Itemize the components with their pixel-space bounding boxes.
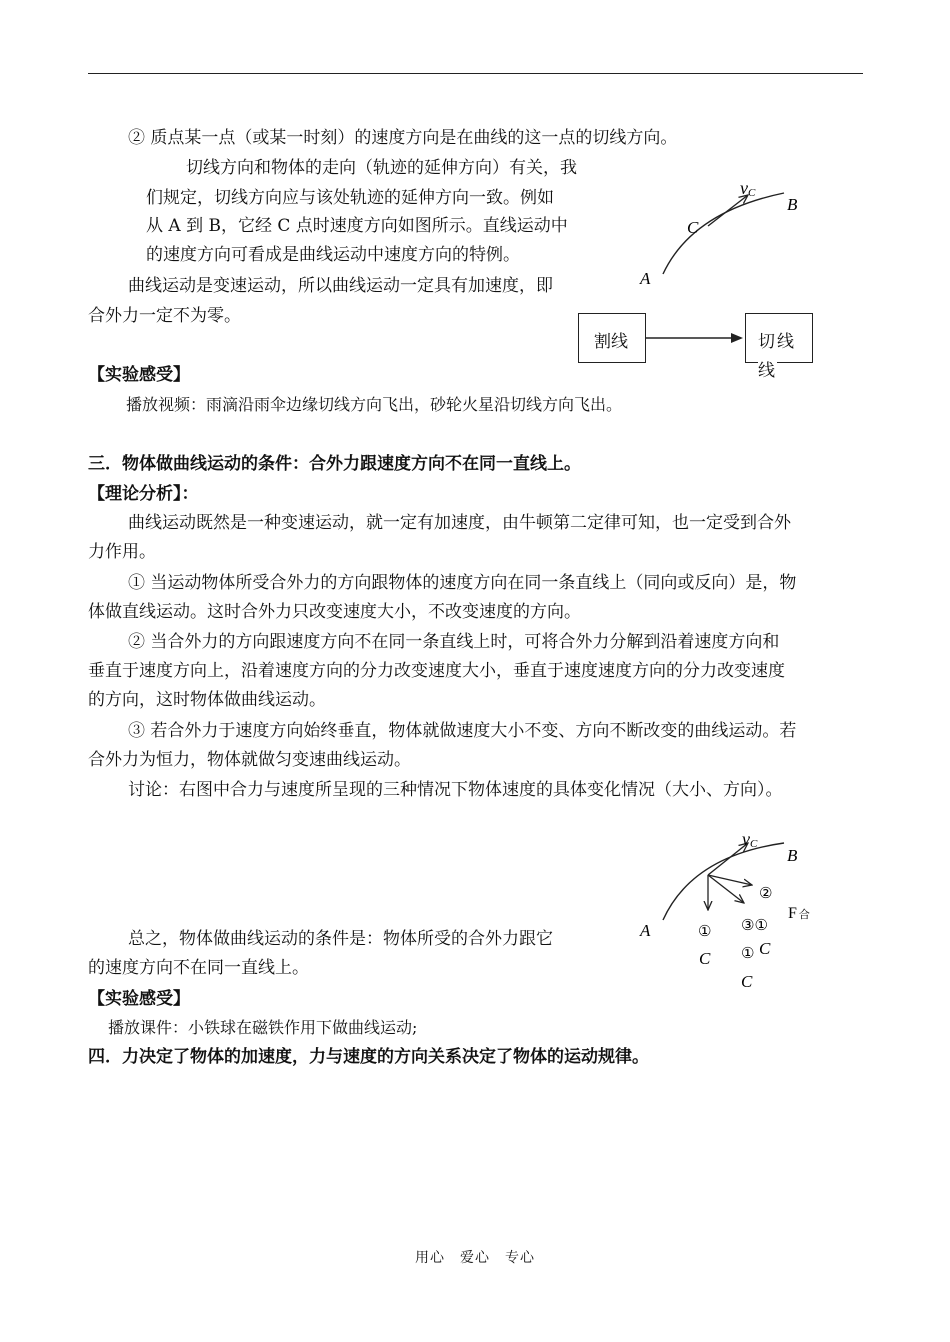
label-b-2: B bbox=[787, 846, 798, 865]
label-c-c: C bbox=[741, 972, 753, 991]
video-text: 播放视频：雨滴沿雨伞边缘切线方向飞出，砂轮火星沿切线方向飞出。 bbox=[126, 395, 623, 414]
velocity-arrow bbox=[708, 195, 748, 226]
section-3-heading: 三．物体做曲线运动的条件：合外力跟速度方向不在同一直线上。 bbox=[88, 454, 581, 474]
label-f-net: F 合 bbox=[788, 905, 810, 922]
tangent-curve-figure bbox=[630, 170, 810, 300]
header-rule bbox=[88, 73, 863, 74]
variable-line-1: 曲线运动是变速运动，所以曲线运动一定具有加速度，即 bbox=[128, 276, 553, 296]
summary-line-2: 的速度方向不在同一直线上。 bbox=[88, 958, 309, 978]
section-4-heading: 四．力决定了物体的加速度，力与速度的方向关系决定了物体的运动规律。 bbox=[88, 1047, 649, 1067]
label-case-1-b: ① bbox=[741, 944, 755, 962]
label-vc: vC bbox=[740, 178, 756, 199]
trajectory-curve-2 bbox=[663, 843, 784, 920]
experiment-heading-2: 【实验感受】 bbox=[88, 989, 190, 1009]
trajectory-curve bbox=[663, 193, 784, 274]
label-case-1-a: ① bbox=[698, 922, 712, 940]
secant-box bbox=[578, 313, 646, 363]
tangent-box bbox=[745, 313, 813, 381]
case-1-line-2: 体做直线运动。这时合外力只改变速度大小，不改变速度的方向。 bbox=[88, 602, 581, 622]
label-c: C bbox=[687, 218, 699, 237]
case-3-line-1: ③ 若合外力于速度方向始终垂直，物体就做速度大小不变、方向不断改变的曲线运动。若 bbox=[128, 721, 797, 741]
label-c-a: C bbox=[759, 939, 771, 958]
tangent-line-2: 们规定，切线方向应与该处轨迹的延伸方向一致。例如 bbox=[146, 188, 554, 208]
label-a-2: A bbox=[640, 921, 651, 940]
intro-line-2: 力作用。 bbox=[88, 542, 156, 562]
case-2-line-2: 垂直于速度方向上，沿着速度方向的分力改变速度大小，垂直于速度速度方向的分力改变速度 bbox=[88, 661, 785, 681]
label-vc-2: vC bbox=[742, 829, 758, 850]
tangent-label-1: 切线 bbox=[758, 332, 796, 352]
label-b: B bbox=[787, 195, 798, 214]
variable-line-2: 合外力一定不为零。 bbox=[88, 306, 241, 326]
case-1-line-1: ① 当运动物体所受合外力的方向跟物体的速度方向在同一条直线上（同向或反向）是，物 bbox=[128, 573, 797, 593]
tangent-label-2: 线 bbox=[758, 356, 777, 381]
case-3-line-2: 合外力为恒力，物体就做匀变速曲线运动。 bbox=[88, 750, 411, 770]
tangent-line-1: 切线方向和物体的走向（轨迹的延伸方向）有关，我 bbox=[186, 158, 577, 178]
force-direction-figure bbox=[630, 828, 830, 998]
point-2-text: ② 质点某一点（或某一时刻）的速度方向是在曲线的这一点的切线方向。 bbox=[128, 128, 678, 148]
tangent-line-3: 从 A 到 B，它经 C 点时速度方向如图所示。直线运动中 bbox=[146, 216, 568, 236]
label-a: A bbox=[640, 269, 651, 288]
case-2-line-1: ② 当合外力的方向跟速度方向不在同一条直线上时，可将合外力分解到沿着速度方向和 bbox=[128, 632, 780, 652]
label-case-3-1: ③① bbox=[741, 916, 768, 934]
tangent-line-4: 的速度方向可看成是曲线运动中速度方向的特例。 bbox=[146, 245, 520, 265]
label-case-2: ② bbox=[759, 884, 773, 902]
discussion-text: 讨论：右图中合力与速度所呈现的三种情况下物体速度的具体变化情况（大小、方向）。 bbox=[128, 780, 783, 800]
case-2-line-3: 的方向，这时物体做曲线运动。 bbox=[88, 690, 326, 710]
secant-label: 割线 bbox=[594, 332, 628, 352]
theory-heading: 【理论分析】： bbox=[88, 484, 199, 504]
secant-to-tangent-arrow bbox=[645, 328, 745, 348]
page-footer: 用心 爱心 专心 bbox=[415, 1250, 535, 1266]
summary-line-1: 总之，物体做曲线运动的条件是：物体所受的合外力跟它 bbox=[128, 929, 553, 949]
intro-line-1: 曲线运动既然是一种变速运动，就一定有加速度，由牛顿第二定律可知，也一定受到合外 bbox=[128, 513, 791, 533]
courseware-text: 播放课件：小铁球在磁铁作用下做曲线运动; bbox=[108, 1018, 418, 1037]
experiment-heading-1: 【实验感受】 bbox=[88, 365, 190, 385]
label-c-b: C bbox=[699, 949, 711, 968]
